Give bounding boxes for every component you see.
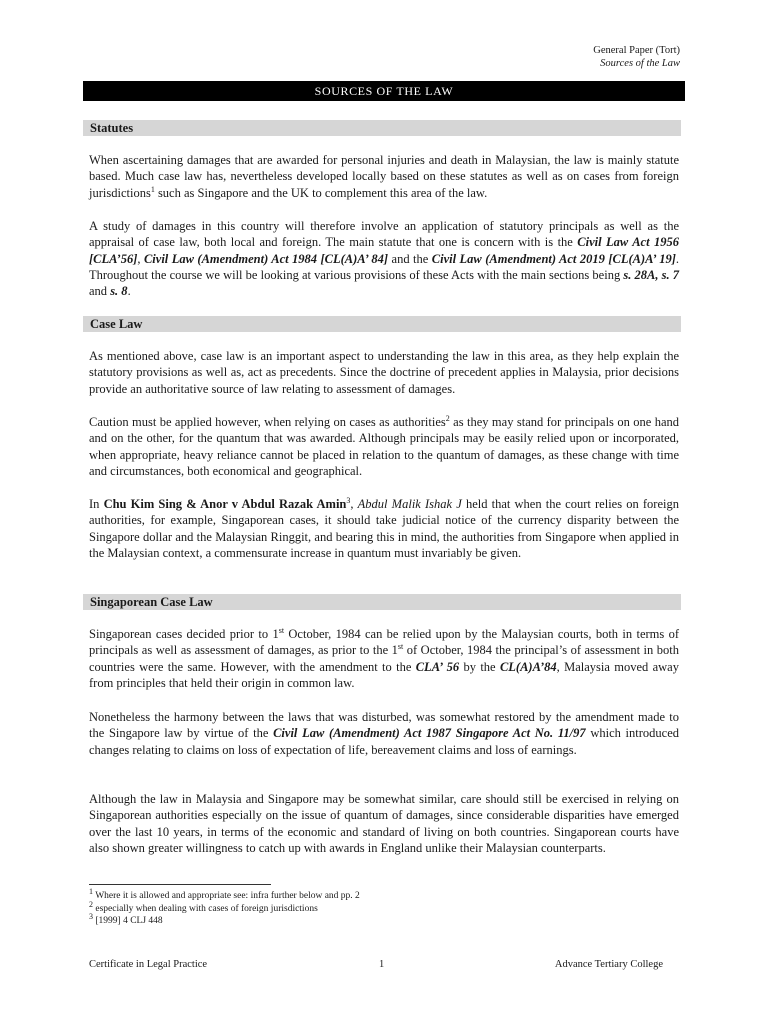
- footnote-number: 3: [89, 911, 93, 921]
- footnote-item: [89, 899, 679, 916]
- section-citation: s. 8: [110, 284, 128, 299]
- statute-citation: Civil Law (Amendment) Act 1987 Singapore Act No. 11/97: [273, 726, 586, 741]
- running-header: [593, 44, 680, 70]
- paragraph-singapore-1: [89, 626, 679, 691]
- text-run: Nonetheless the harmony between the laws that was disturbed, was somewhat restored by the amendment made to the Singapore law by virtue of the: [89, 710, 679, 741]
- text-run: .: [127, 284, 131, 299]
- text-run: which introduced changes relating to claims on loss of expectation of life, bereavement claims and loss of earnings.: [89, 726, 679, 757]
- page-title-banner: SOURCES OF THE LAW: [83, 81, 685, 101]
- footnote-item: [89, 911, 679, 928]
- text-run: held that when the court relies on foreign authorities, for example, Singaporean cases, it should take judicial notice of the currency disparity between the Singapore dollar and the Malaysian Ringgit, and bearing this in mind, the authorities from Singapore when applied in the Malaysian context, a commensurate increase in quantum must invariably be given.: [89, 497, 679, 560]
- paragraph-singapore-3: Although the law in Malaysia and Singapore may be somewhat similar, care should still be exercised in relying on Singaporean authorities especially on the issue of quantum of damages, since considerable disparities have emerged over the last 10 years, in terms of the economic and standard of living on both countries. Singaporean courts have also shown greater willingness to catch up with awards in England unlike their Malaysian counterparts.: [89, 792, 679, 855]
- footnotes: [89, 886, 679, 928]
- footnote-item: [89, 886, 679, 903]
- footnote-ref: 1: [150, 184, 155, 194]
- header-doc-title: General Paper (Tort): [593, 45, 680, 56]
- text-run: and: [89, 284, 111, 299]
- footnote-ref: 3: [346, 495, 351, 505]
- section-heading-singaporean-case-law: Singaporean Case Law: [83, 594, 681, 610]
- statute-citation: CLA’ 56: [415, 659, 460, 674]
- footnote-separator: [89, 884, 271, 885]
- text-run: by the: [459, 659, 500, 674]
- text-run: When ascertaining damages that are awarded for personal injuries and death in Malaysian, the law is mainly statute based. Much case law has, nevertheless developed locally based on these statutes as well as on cases from foreign jurisdictions: [89, 153, 679, 200]
- footer-institution: Advance Tertiary College: [554, 959, 663, 970]
- page-number: 1: [379, 959, 385, 970]
- text-run: , Malaysia moved away from principles that held their origin in common law.: [89, 659, 679, 690]
- ordinal-suffix: st: [278, 625, 285, 635]
- footnote-number: 1: [89, 886, 93, 896]
- paragraph-case-law-2: [89, 414, 679, 479]
- footnote-text: Where it is allowed and appropriate see: infra further below and pp. 2: [93, 891, 360, 901]
- paragraph-statutes-1: [89, 152, 679, 201]
- paragraph-case-law-3: [89, 496, 679, 561]
- judge-name: Abdul Malik Ishak J: [357, 497, 462, 511]
- statute-citation: Civil Law Act 1956 [CLA’56]: [89, 235, 679, 266]
- footer-course-name: Certificate in Legal Practice: [89, 959, 208, 970]
- section-citation: s. 28A, s. 7: [623, 267, 679, 282]
- text-run: ,: [137, 251, 144, 266]
- text-run: October, 1984 can be relied upon by the Malaysian courts, both in terms of principals as well as assessment of damages, as prior to the 1: [89, 627, 679, 658]
- header-doc-subtitle: Sources of the Law: [600, 58, 680, 69]
- paragraph-statutes-2: [89, 218, 679, 299]
- paragraph-case-law-1: As mentioned above, case law is an important aspect to understanding the law in this area, as they help explain the statutory provisions as well as, act as precedents. Since the doctrine of precedent applies in Malaysia, prior decisions provide an authoritative source of law relating to assessment of damages.: [89, 349, 679, 396]
- text-run: as they may stand for principals on one hand and on the other, for the quantum that was awarded. Although principals may be easily relied upon or incorporated, when appropriate, heavy reliance cannot be placed in relation to the quantum of damages, as these change with time and circumstances, both economical and geographical.: [89, 415, 679, 478]
- statute-citation: Civil Law (Amendment) Act 1984 [CL(A)A’ 84]: [143, 251, 389, 266]
- text-run: of October, 1984 the principal’s of assessment in both countries were the same. However, with the amendment to the: [89, 643, 679, 674]
- footnote-ref: 2: [445, 413, 450, 423]
- text-run: In: [89, 497, 104, 511]
- footnote-text: [1999] 4 CLJ 448: [93, 916, 163, 926]
- text-run: A study of damages in this country will therefore involve an application of statutory principals as well as the appraisal of case law, both local and foreign. The main statute that one is concern with is the: [89, 219, 679, 250]
- ordinal-suffix: st: [397, 642, 404, 652]
- statute-citation: CL(A)A’84: [499, 659, 557, 674]
- paragraph-singapore-2: [89, 709, 679, 758]
- text-run: and the: [388, 251, 432, 266]
- section-heading-statutes: Statutes: [83, 120, 681, 136]
- text-run: ,: [350, 497, 358, 511]
- statute-citation: Civil Law (Amendment) Act 2019 [CL(A)A’ 19]: [431, 251, 676, 266]
- footnote-number: 2: [89, 899, 93, 909]
- text-run: Singaporean cases decided prior to 1: [89, 627, 279, 641]
- text-run: such as Singapore and the UK to complement this area of the law.: [154, 185, 488, 200]
- text-run: Caution must be applied however, when relying on cases as authorities: [89, 415, 446, 429]
- section-heading-case-law: Case Law: [83, 316, 681, 332]
- case-name: Chu Kim Sing & Anor v Abdul Razak Amin: [103, 497, 347, 511]
- footnote-text: especially when dealing with cases of foreign jurisdictions: [93, 903, 318, 914]
- text-run: . Throughout the course we will be looking at various provisions of these Acts with the main sections being: [89, 251, 680, 282]
